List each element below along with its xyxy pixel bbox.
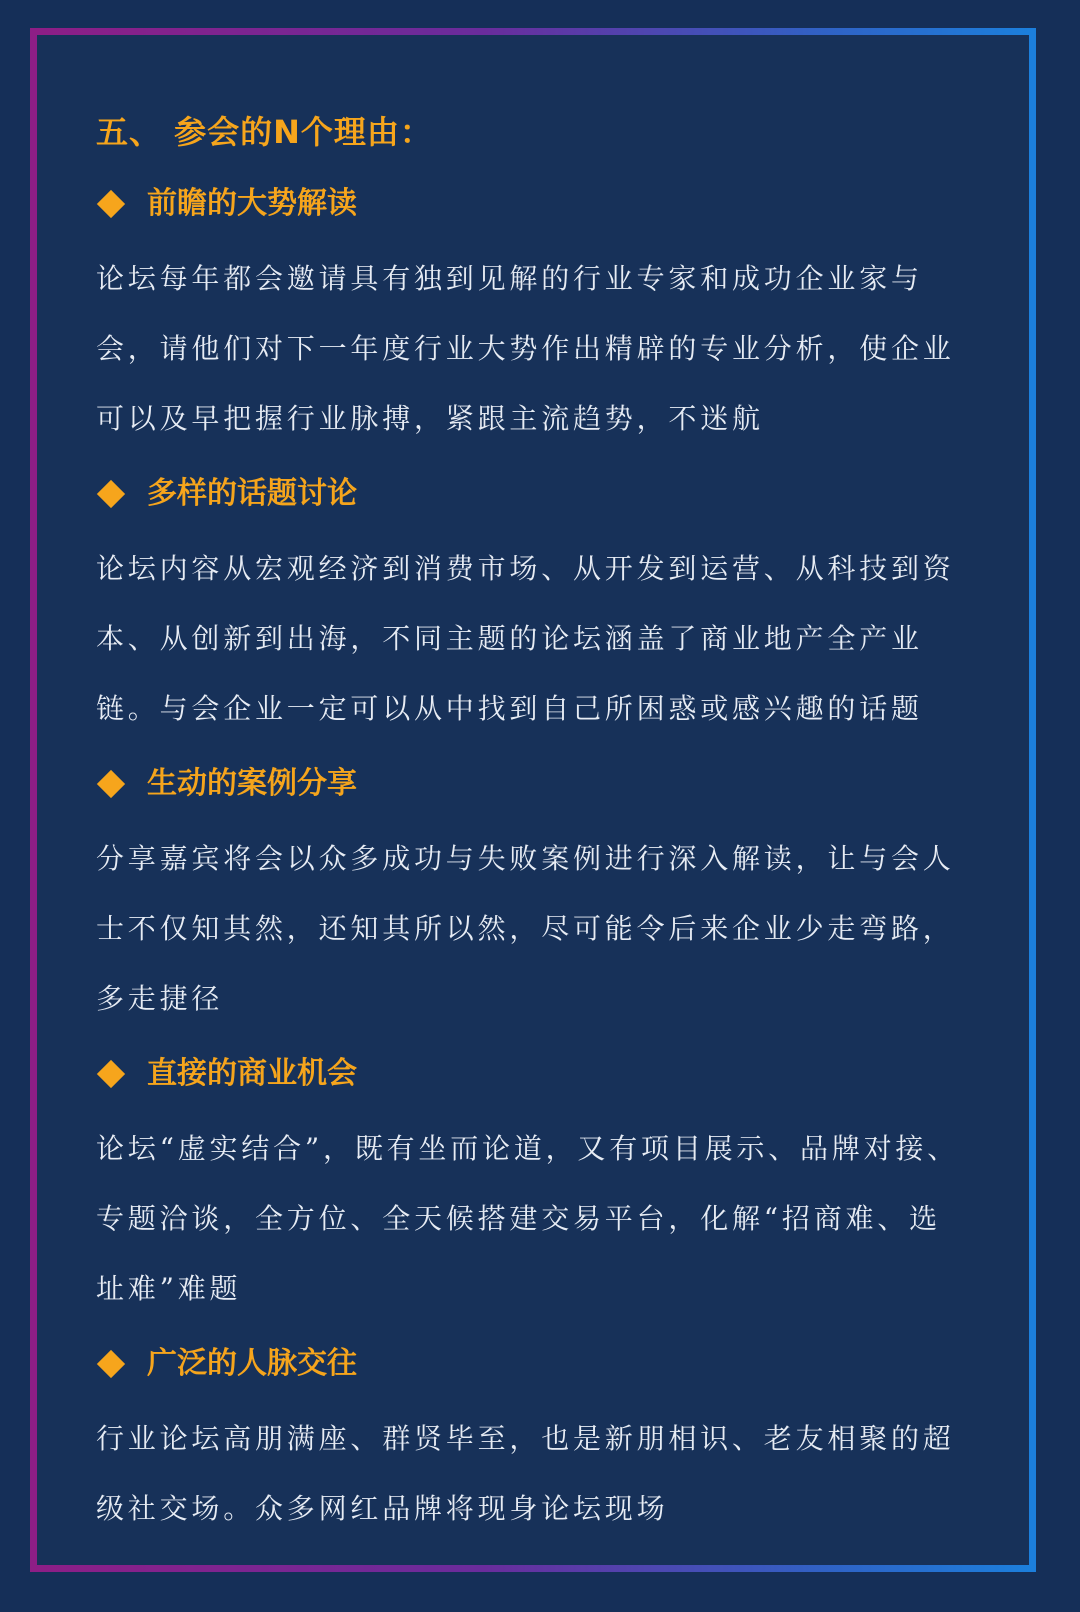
section-title: 直接的商业机会 (147, 1056, 357, 1091)
content-area (96, 100, 996, 1544)
section-cases (96, 744, 996, 1034)
diamond-bullet-icon (97, 1350, 125, 1378)
section-networking (96, 1324, 996, 1544)
section-business (96, 1034, 996, 1324)
diamond-bullet-icon (97, 770, 125, 798)
section-title: 广泛的人脉交往 (147, 1346, 357, 1381)
section-foresight (96, 164, 996, 454)
section-header (96, 744, 996, 824)
diamond-bullet-icon (97, 480, 125, 508)
section-body: 行业论坛高朋满座、群贤毕至，也是新朋相识、老友相聚的超级社交场。众多网红品牌将现身论坛现场 (96, 1422, 955, 1525)
page-title: 五、 参会的N个理由： (96, 113, 433, 151)
section-body: 论坛内容从宏观经济到消费市场、从开发到运营、从科技到资本、从创新到出海，不同主题的论坛涵盖了商业地产全产业链。与会企业一定可以从中找到自己所困惑或感兴趣的话题 (96, 552, 955, 725)
section-title: 多样的话题讨论 (147, 476, 357, 511)
section-body: 论坛“虚实结合”，既有坐而论道，又有项目展示、品牌对接、专题洽谈，全方位、全天候搭建交易平台，化解“招商难、选址难”难题 (96, 1132, 960, 1305)
section-header (96, 454, 996, 534)
section-header (96, 1324, 996, 1404)
section-header (96, 164, 996, 244)
section-body: 分享嘉宾将会以众多成功与失败案例进行深入解读，让与会人士不仅知其然，还知其所以然，尽可能令后来企业少走弯路，多走捷径 (96, 842, 955, 1015)
diamond-bullet-icon (97, 1060, 125, 1088)
diamond-bullet-icon (97, 190, 125, 218)
section-title: 前瞻的大势解读 (147, 186, 357, 221)
section-body: 论坛每年都会邀请具有独到见解的行业专家和成功企业家与会，请他们对下一年度行业大势作出精辟的专业分析，使企业可以及早把握行业脉搏，紧跟主流趋势，不迷航 (96, 262, 955, 435)
section-topics (96, 454, 996, 744)
section-header (96, 1034, 996, 1114)
section-title: 生动的案例分享 (147, 766, 357, 801)
